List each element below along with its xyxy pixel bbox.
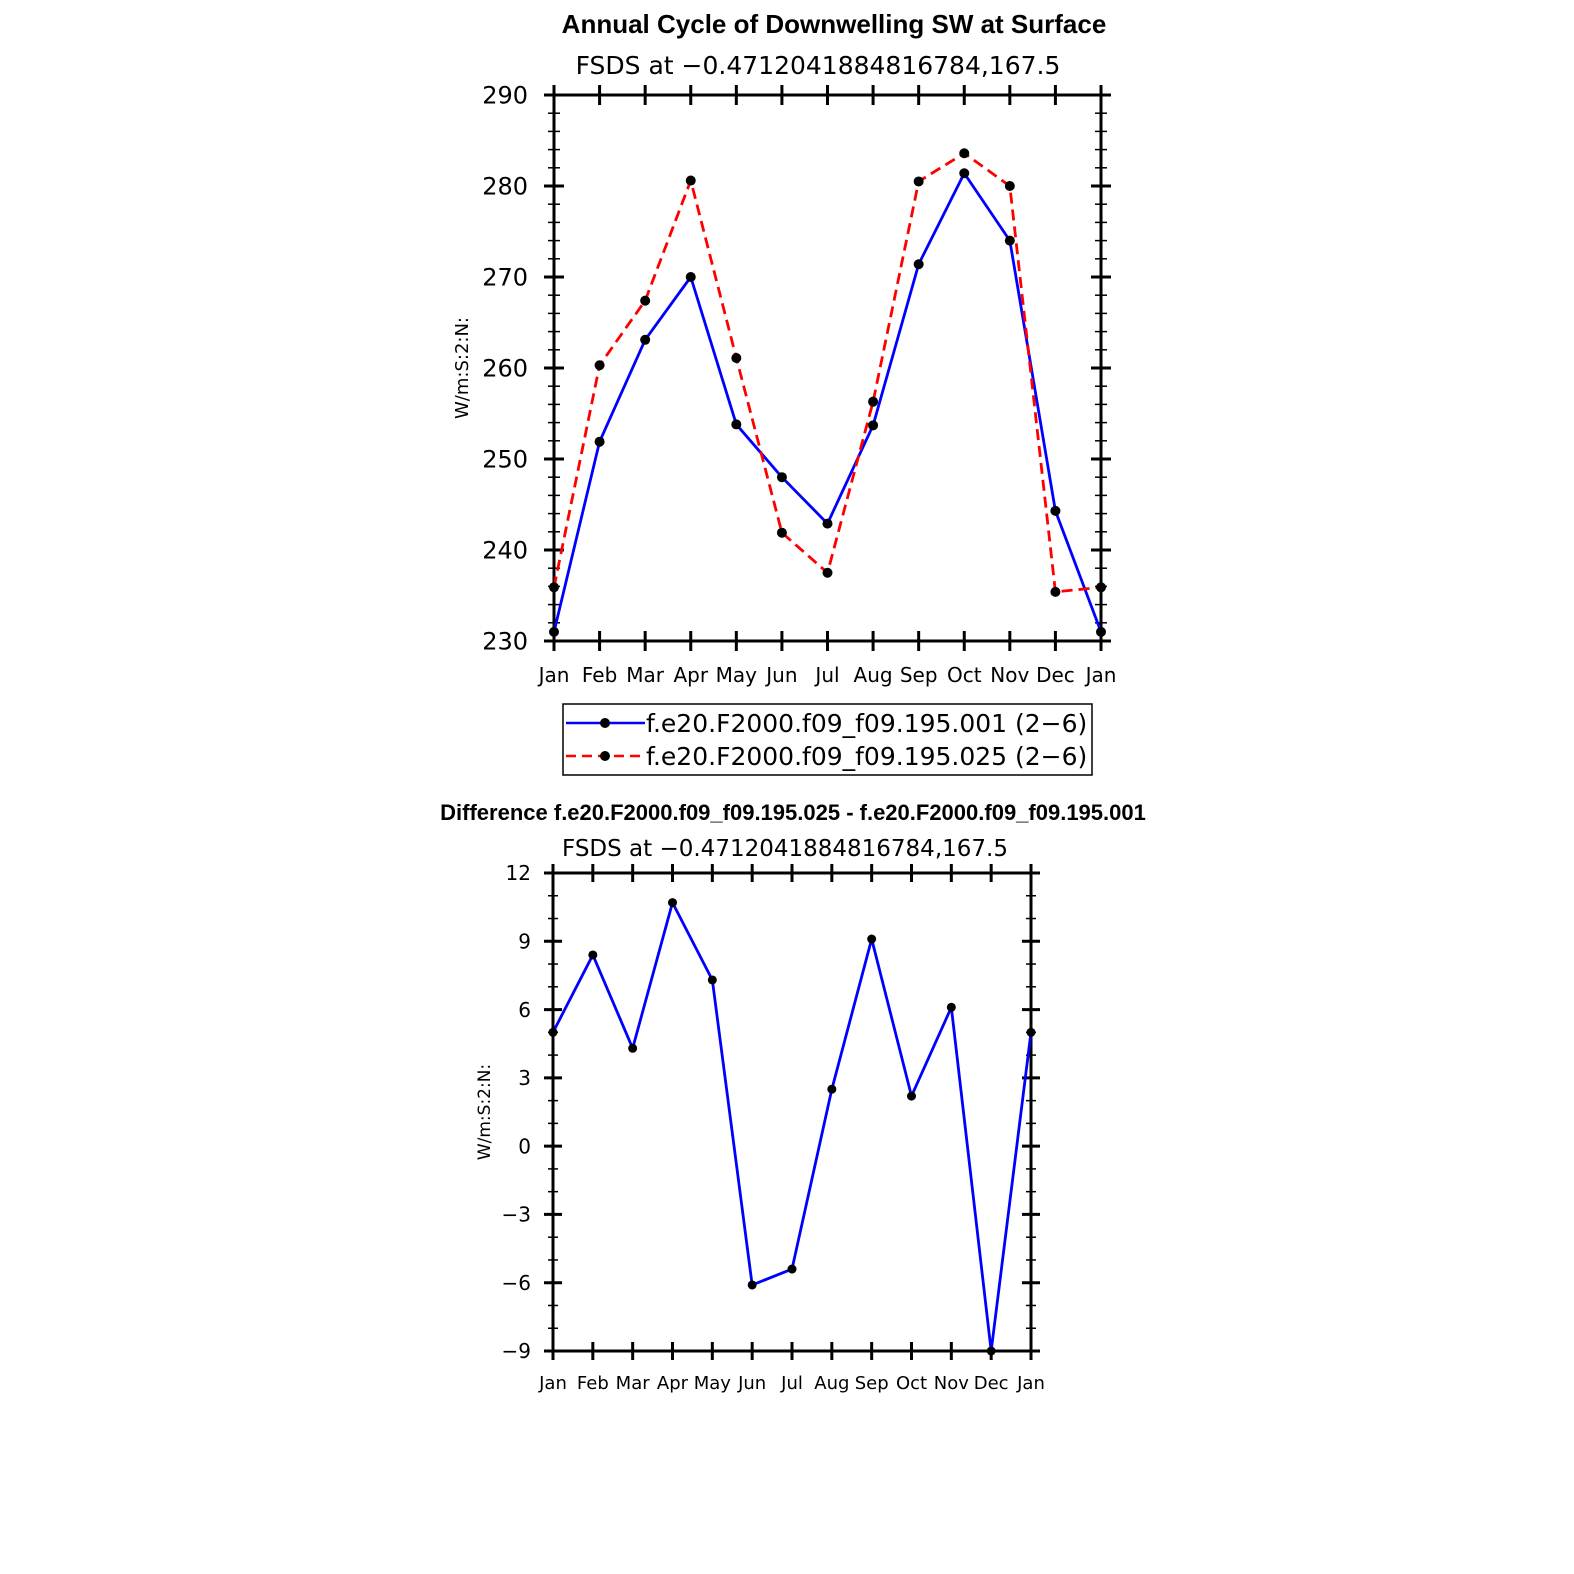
y-tick-label: 290	[482, 81, 528, 110]
y-tick-label: 3	[518, 1066, 531, 1091]
x-tick-label: Jul	[815, 663, 840, 687]
data-point	[823, 568, 833, 578]
data-point	[777, 472, 787, 482]
data-point	[1050, 587, 1060, 597]
data-point	[1005, 181, 1015, 191]
data-point	[595, 360, 605, 370]
legend-marker-series-2	[600, 751, 610, 761]
data-point	[868, 397, 878, 407]
data-point	[549, 1028, 558, 1037]
y-tick-label: 9	[518, 929, 531, 954]
data-point	[868, 420, 878, 430]
data-point	[947, 1003, 956, 1012]
x-tick-label: Oct	[895, 1373, 928, 1394]
data-point	[827, 1085, 836, 1094]
y-tick-label: 250	[482, 445, 528, 474]
x-tick-label: Jan	[538, 663, 570, 687]
y-tick-label: 230	[482, 627, 528, 656]
data-point	[686, 272, 696, 282]
y-tick-label: 260	[482, 354, 528, 383]
data-point	[668, 898, 677, 907]
legend-label-series-1: f.e20.F2000.f09_f09.195.001 (2−6)	[646, 709, 1088, 738]
x-tick-label: Nov	[933, 1373, 969, 1394]
data-point	[959, 148, 969, 158]
data-point	[1096, 627, 1106, 637]
x-tick-label: Jan	[1017, 1373, 1045, 1394]
x-tick-label: Jan	[1085, 663, 1117, 687]
x-tick-label: May	[715, 663, 758, 687]
x-tick-label: Jul	[781, 1373, 803, 1394]
data-point	[777, 528, 787, 538]
data-point	[748, 1280, 757, 1289]
data-point	[1050, 506, 1060, 516]
legend-label-series-2: f.e20.F2000.f09_f09.195.025 (2−6)	[646, 742, 1088, 771]
data-point	[987, 1347, 996, 1356]
y-tick-label: 6	[518, 997, 531, 1022]
x-tick-label: Aug	[814, 1373, 850, 1394]
data-point	[640, 335, 650, 345]
annual-cycle-chart	[452, 9, 1116, 775]
series-line-1	[554, 173, 1101, 632]
chart-title: Annual Cycle of Downwelling SW at Surface	[561, 9, 1107, 39]
x-tick-label: Dec	[1036, 663, 1075, 687]
y-tick-label: 240	[482, 536, 528, 565]
x-tick-label: Jun	[766, 663, 798, 687]
x-tick-label: Jun	[738, 1373, 767, 1394]
difference-chart	[440, 800, 1146, 1394]
x-tick-label: Dec	[973, 1373, 1009, 1394]
data-point	[708, 975, 717, 984]
x-tick-label: Feb	[581, 663, 618, 687]
y-tick-label: 0	[518, 1134, 531, 1159]
data-point	[959, 168, 969, 178]
data-point	[731, 353, 741, 363]
data-point	[731, 419, 741, 429]
data-point	[914, 176, 924, 186]
y-tick-label: 280	[482, 172, 528, 201]
data-point	[549, 582, 559, 592]
y-axis-label: W/m:S:2:N:	[452, 317, 473, 419]
data-point	[788, 1265, 797, 1274]
data-point	[1005, 236, 1015, 246]
chart-subtitle: FSDS at −0.4712041884816784,167.5	[575, 51, 1061, 80]
data-point	[595, 437, 605, 447]
x-tick-label: May	[693, 1373, 731, 1394]
chart-subtitle: FSDS at −0.4712041884816784,167.5	[562, 836, 1008, 862]
chart-title: Difference f.e20.F2000.f09_f09.195.025 - f.e20.F2000.f09_f09.195.001	[440, 800, 1146, 825]
x-tick-label: Apr	[656, 1373, 689, 1394]
x-tick-label: Oct	[946, 663, 982, 687]
data-point	[823, 519, 833, 529]
data-point	[914, 259, 924, 269]
y-tick-label: 270	[482, 263, 528, 292]
data-point	[1027, 1028, 1036, 1037]
y-tick-label: 12	[505, 861, 531, 886]
y-tick-label: −3	[501, 1202, 531, 1227]
data-point	[1096, 582, 1106, 592]
data-point	[640, 296, 650, 306]
x-tick-label: Mar	[626, 663, 665, 687]
series-line-1	[553, 903, 1031, 1351]
plot-frame	[554, 95, 1101, 641]
data-point	[628, 1044, 637, 1053]
data-point	[867, 935, 876, 944]
legend	[563, 704, 1092, 775]
x-tick-label: Nov	[990, 663, 1030, 687]
plot-frame	[553, 873, 1031, 1351]
x-tick-label: Sep	[899, 663, 938, 687]
y-tick-label: −9	[501, 1339, 531, 1364]
data-point	[686, 176, 696, 186]
x-tick-label: Aug	[853, 663, 893, 687]
x-tick-label: Feb	[576, 1373, 609, 1394]
x-tick-label: Jan	[539, 1373, 567, 1394]
x-tick-label: Mar	[615, 1373, 650, 1394]
x-tick-label: Apr	[673, 663, 709, 687]
data-point	[549, 627, 559, 637]
data-point	[907, 1092, 916, 1101]
x-tick-label: Sep	[854, 1373, 889, 1394]
data-point	[588, 950, 597, 959]
legend-marker-series-1	[600, 718, 610, 728]
y-tick-label: −6	[501, 1270, 531, 1295]
y-axis-label: W/m:S:2:N:	[475, 1063, 495, 1161]
